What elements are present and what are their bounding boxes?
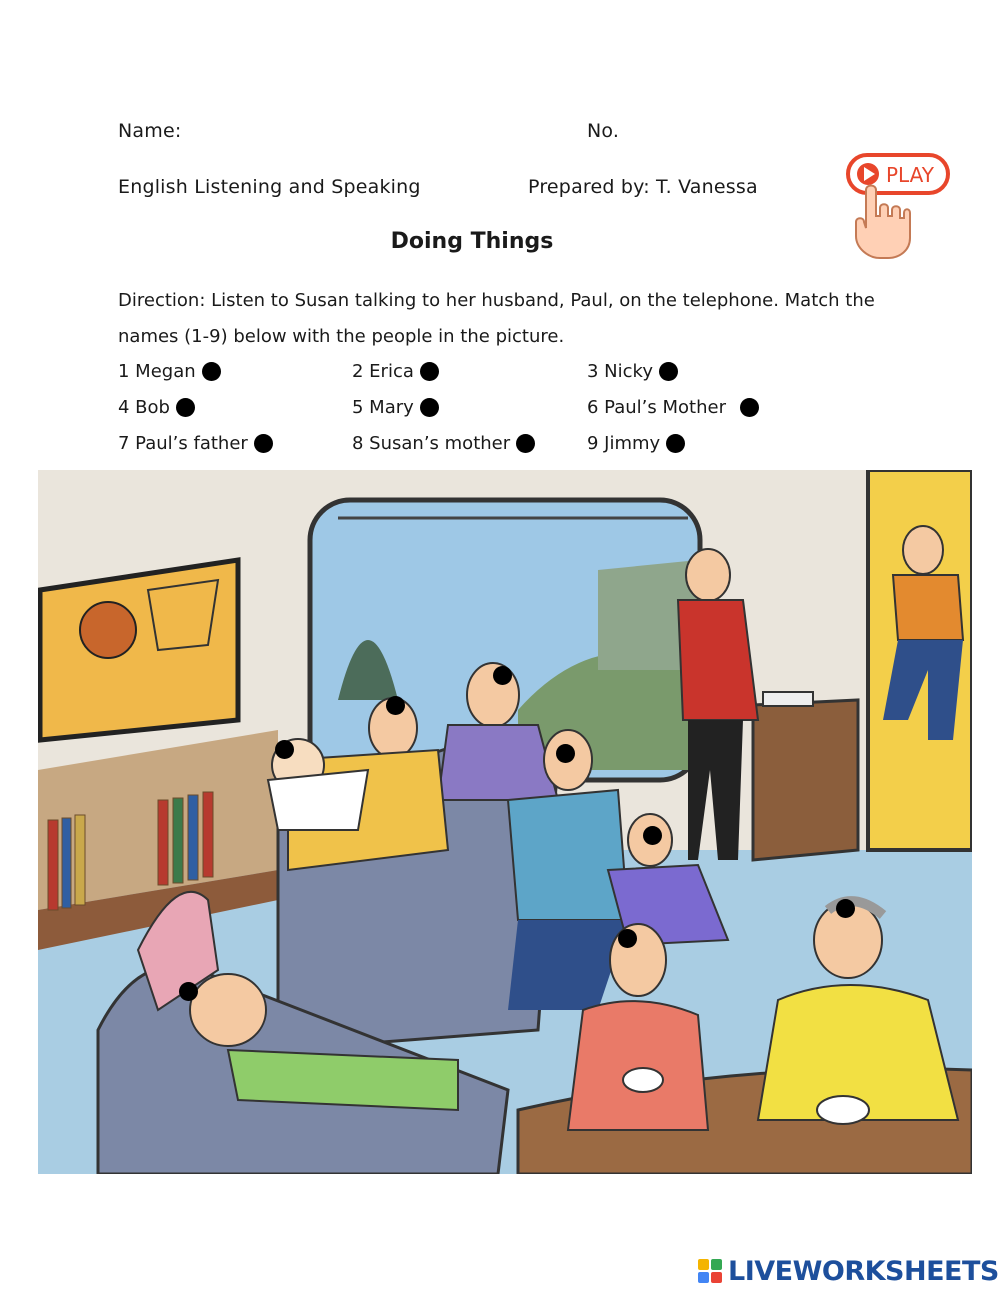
name-label-susans-mother: 8 Susan’s mother (352, 433, 511, 454)
match-dot-jimmy[interactable] (666, 434, 685, 453)
target-dot-girl[interactable] (643, 826, 662, 845)
match-dot-bob[interactable] (176, 398, 195, 417)
name-item-pauls-father (118, 433, 273, 454)
brand-name: LIVEWORKSHEETS (728, 1255, 999, 1287)
match-dot-pauls-father[interactable] (254, 434, 273, 453)
name-item-pauls-mother (587, 397, 759, 418)
direction-text: Direction: Listen to Susan talking to her husband, Paul, on the telephone. Match the names (1-9) below with the people in the picture. (118, 290, 875, 347)
match-dot-pauls-mother[interactable] (740, 398, 759, 417)
liveworksheets-logo-icon (698, 1259, 722, 1283)
match-dot-mary[interactable] (420, 398, 439, 417)
target-dot-baby[interactable] (275, 740, 294, 759)
match-dot-nicky[interactable] (659, 362, 678, 381)
target-dot-sleeping-man[interactable] (179, 982, 198, 1001)
number-label: No. (587, 120, 620, 142)
target-dot-woman-with-baby[interactable] (386, 696, 405, 715)
name-label-bob: 4 Bob (118, 397, 170, 418)
name-label-pauls-mother: 6 Paul’s Mother (587, 397, 726, 418)
target-dot-man-with-glasses[interactable] (493, 666, 512, 685)
match-dot-erica[interactable] (420, 362, 439, 381)
name-label-jimmy: 9 Jimmy (587, 433, 661, 454)
name-label-mary: 5 Mary (352, 397, 414, 418)
name-item-nicky (587, 361, 678, 382)
name-label-nicky: 3 Nicky (587, 361, 653, 382)
name-label-megan: 1 Megan (118, 361, 196, 382)
name-label-pauls-father: 7 Paul’s father (118, 433, 248, 454)
name-item-susans-mother (352, 433, 535, 454)
play-label: PLAY (885, 163, 935, 187)
name-item-erica (352, 361, 439, 382)
name-item-jimmy (587, 433, 685, 454)
target-dot-older-woman[interactable] (836, 899, 855, 918)
target-dot-woman-with-earrings[interactable] (618, 929, 637, 948)
name-item-megan (118, 361, 221, 382)
match-dot-megan[interactable] (202, 362, 221, 381)
target-dot-teenage-boy[interactable] (556, 744, 575, 763)
name-item-bob (118, 397, 195, 418)
name-label: Name: (118, 120, 182, 142)
liveworksheets-logo (698, 1254, 999, 1288)
name-item-mary (352, 397, 439, 418)
scene-drawing (38, 470, 972, 1174)
course-title: English Listening and Speaking (118, 176, 421, 198)
name-label-erica: 2 Erica (352, 361, 414, 382)
prepared-by: Prepared by: T. Vanessa (528, 176, 758, 198)
family-living-room-illustration (38, 470, 972, 1174)
page-title: Doing Things (390, 229, 554, 254)
match-dot-susans-mother[interactable] (516, 434, 535, 453)
